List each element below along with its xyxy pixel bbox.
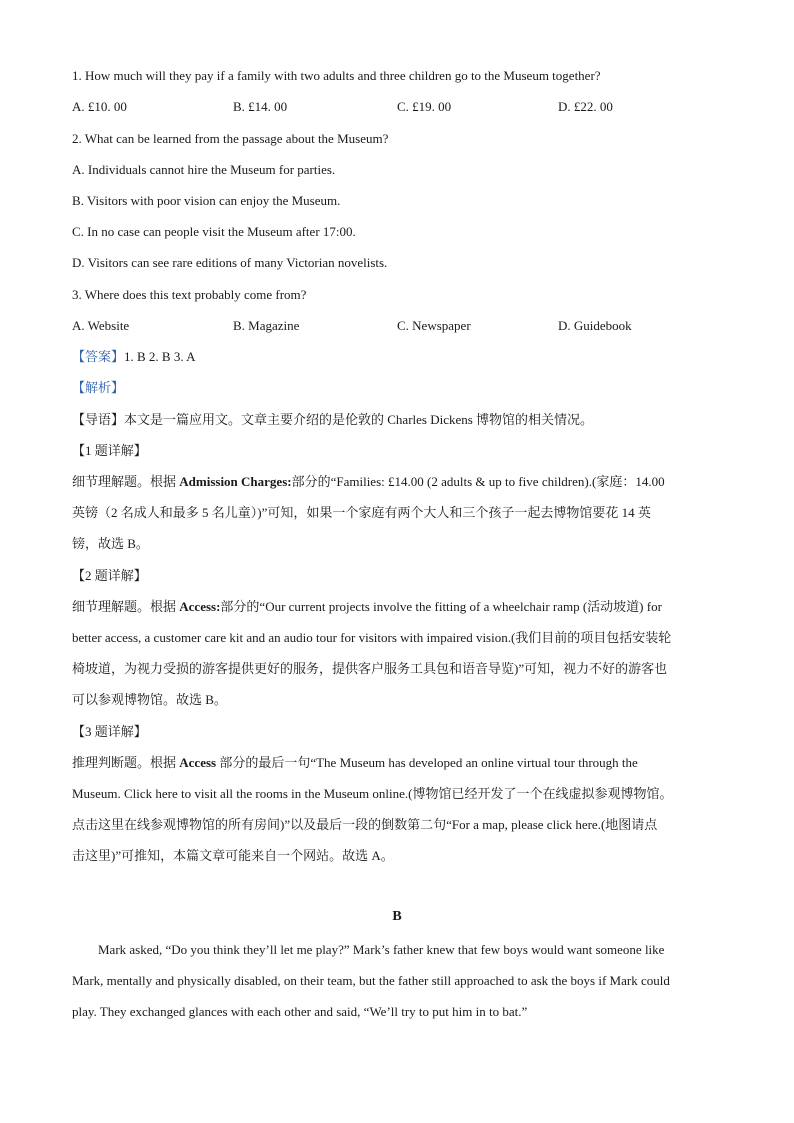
detail-3-line-2: Museum. Click here to visit all the rooms in the Museum online.(博物馆已经开发了一个在线虚拟参观博物馆。 bbox=[72, 786, 673, 801]
q1-option-a: A. £10. 00 bbox=[72, 99, 127, 114]
q1-option-d: D. £22. 00 bbox=[558, 99, 613, 114]
q3-option-b: B. Magazine bbox=[233, 318, 300, 333]
detail-2-line-4: 可以参观博物馆。故选 B。 bbox=[72, 692, 227, 707]
section-b-line-2: Mark, mentally and physically disabled, on their team, but the father still approached to ask the boys if Mark could bbox=[72, 973, 670, 988]
detail-3-line-3: 点击这里在线参观博物馆的所有房间)”以及最后一段的倒数第二句“For a map, please click here.(地图请点 bbox=[72, 817, 658, 832]
detail-1-text-a: 细节理解题。根据 bbox=[72, 474, 180, 489]
q1-option-c: C. £19. 00 bbox=[397, 99, 452, 114]
detail-2-keyword: Access: bbox=[179, 599, 221, 614]
detail-2-text-c: 部分的“Our current projects involve the fitting of a wheelchair ramp (活动坡道) for bbox=[220, 599, 662, 614]
q2-option-d: D. Visitors can see rare editions of many Victorian novelists. bbox=[72, 255, 388, 270]
q3-option-c: C. Newspaper bbox=[397, 318, 471, 333]
detail-1-text-c: 部分的“Families: £14.00 (2 adults & up to five children).(家庭：14.00 bbox=[291, 474, 665, 489]
detail-3-text-a: 推理判断题。根据 bbox=[72, 755, 180, 770]
section-b-line-1: Mark asked, “Do you think they’ll let me play?” Mark’s father knew that few boys would want someone like bbox=[98, 942, 665, 957]
detail-3-text-c: 部分的最后一句“The Museum has developed an online virtual tour through the bbox=[216, 755, 638, 770]
question-1: 1. How much will they pay if a family with two adults and three children go to the Museum together? bbox=[72, 68, 601, 83]
answer-tag: 【答案】 bbox=[72, 349, 125, 364]
detail-2-line-2: better access, a customer care kit and an audio tour for visitors with impaired vision.(我们目前的项目包括安装轮 bbox=[72, 630, 672, 645]
detail-2-line-3: 椅坡道，为视力受损的游客提供更好的服务，提供客户服务工具包和语音导览)”可知，视力不好的游客也 bbox=[72, 661, 668, 676]
detail-2-text-a: 细节理解题。根据 bbox=[72, 599, 180, 614]
section-b-line-3: play. They exchanged glances with each other and said, “We’ll try to put him in to bat.” bbox=[72, 1004, 528, 1019]
detail-3-line-4: 击这里)”可推知，本篇文章可能来自一个网站。故选 A。 bbox=[72, 848, 394, 863]
detail-1-line-2: 英镑（2 名成人和最多 5 名儿童）)”可知，如果一个家庭有两个大人和三个孩子一起去博物馆要花 14 英 bbox=[72, 505, 651, 520]
detail-2-heading: 【2 题详解】 bbox=[72, 568, 147, 583]
analysis-tag: 【解析】 bbox=[72, 380, 125, 395]
detail-1-line-3: 镑，故选 B。 bbox=[72, 536, 149, 551]
detail-1-heading: 【1 题详解】 bbox=[72, 443, 147, 458]
intro-line: 【导语】本文是一篇应用文。文章主要介绍的是伦敦的 Charles Dickens 博物馆的相关情况。 bbox=[72, 412, 594, 427]
detail-1-keyword: Admission Charges: bbox=[179, 474, 292, 489]
detail-2-line-1 bbox=[72, 598, 662, 616]
q2-option-a: A. Individuals cannot hire the Museum for parties. bbox=[72, 162, 336, 177]
q2-option-c: C. In no case can people visit the Museum after 17:00. bbox=[72, 224, 356, 239]
answer-line bbox=[72, 348, 196, 366]
q3-option-a: A. Website bbox=[72, 318, 130, 333]
section-b-title: B bbox=[392, 909, 402, 924]
detail-3-line-1 bbox=[72, 754, 638, 772]
detail-3-keyword: Access bbox=[179, 755, 217, 770]
q2-option-b: B. Visitors with poor vision can enjoy the Museum. bbox=[72, 193, 341, 208]
q1-option-b: B. £14. 00 bbox=[233, 99, 288, 114]
q3-option-d: D. Guidebook bbox=[558, 318, 632, 333]
answer-text: 1. B 2. B 3. A bbox=[124, 349, 196, 364]
question-2: 2. What can be learned from the passage about the Museum? bbox=[72, 131, 389, 146]
question-3: 3. Where does this text probably come from? bbox=[72, 287, 307, 302]
detail-3-heading: 【3 题详解】 bbox=[72, 724, 147, 739]
detail-1-line-1 bbox=[72, 473, 665, 491]
